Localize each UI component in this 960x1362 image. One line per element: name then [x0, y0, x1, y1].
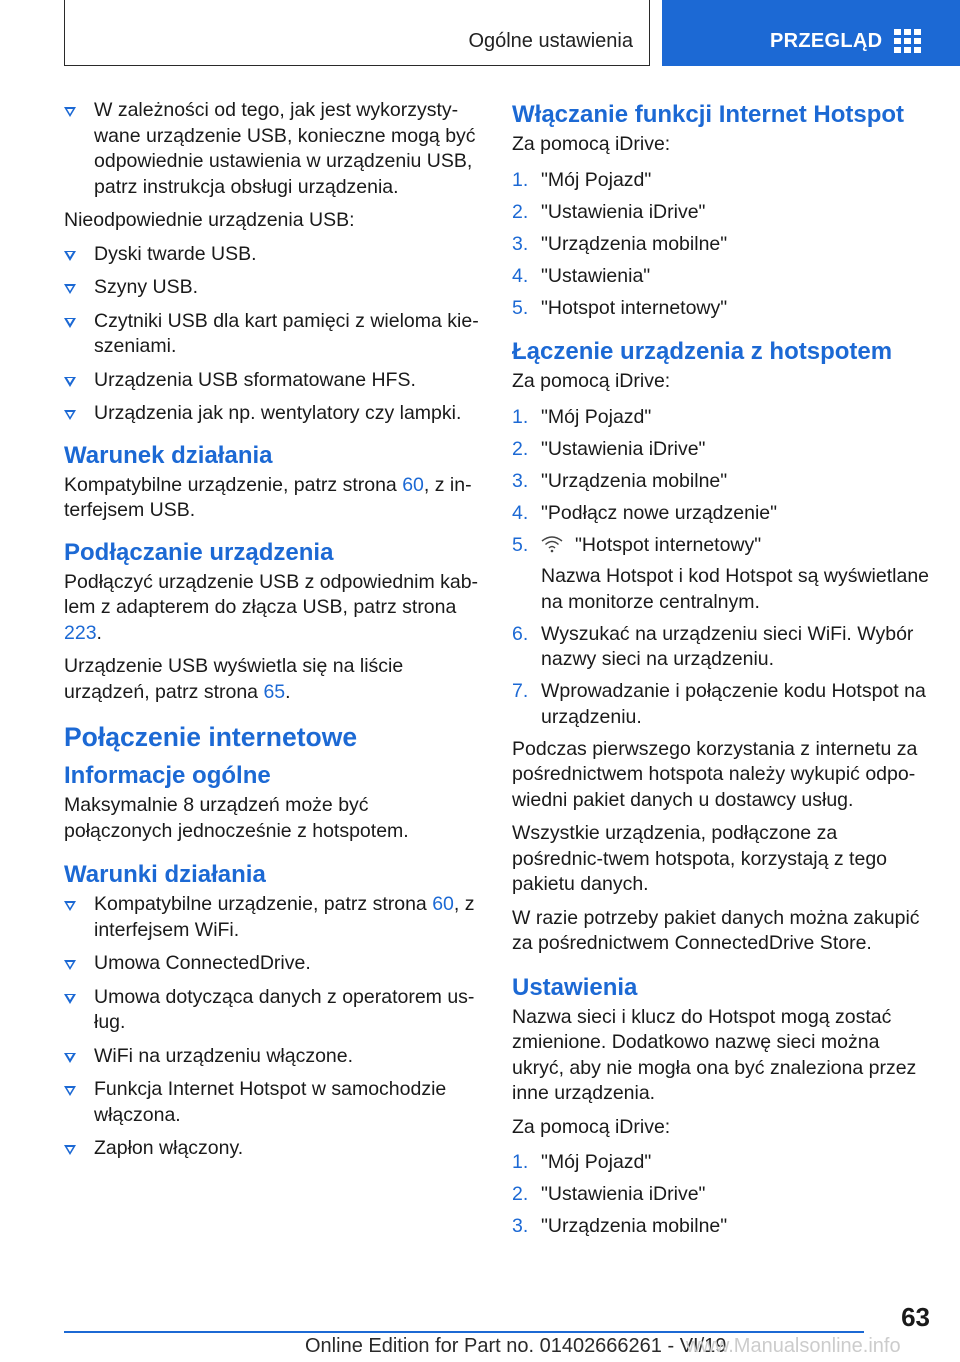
paragraph: Nazwa sieci i klucz do Hotspot mogą zostać zmienione. Dodatkowo nazwę sieci można ukryć, aby nie mogła ona być znaleziona przez inne urządzenia.: [512, 1005, 917, 1104]
list-item: 3. "Urządzenia mobilne": [512, 469, 728, 492]
page-link[interactable]: 60: [402, 473, 424, 496]
list-item: Urządzenia jak np. wentylatory czy lampki.: [64, 401, 480, 427]
footer-divider: [64, 1331, 864, 1333]
list-item: 2. "Ustawienia iDrive": [512, 437, 706, 460]
paragraph: Za pomocą iDrive:: [512, 1115, 671, 1138]
triangle-bullet-icon: [64, 1053, 76, 1063]
paragraph: Za pomocą iDrive:: [512, 370, 671, 392]
list-item: 6. Wyszukać na urządzeniu sieci WiFi. Wybór nazwy sieci na urządzeniu.: [512, 622, 914, 670]
page-link[interactable]: 60: [432, 893, 454, 915]
list-item: 1. "Mój Pojazd": [512, 168, 652, 191]
left-column: [64, 98, 480, 1170]
page-number: 63: [901, 1302, 930, 1332]
wifi-icon: [541, 535, 563, 553]
heading-general-info: Informacje ogólne: [64, 762, 271, 789]
page-link[interactable]: 223: [64, 621, 97, 644]
list-item: Zapłon włączony.: [64, 1136, 480, 1162]
list-item: WiFi na urządzeniu włączone.: [64, 1044, 480, 1070]
paragraph: W razie potrzeby pakiet danych można zakupić za pośrednictwem ConnectedDrive Store.: [512, 906, 920, 954]
watermark: www.Manualsonline.info: [686, 1335, 901, 1357]
list-item: Kompatybilne urządzenie, patrz strona 60, z interfejsem WiFi.: [64, 892, 480, 943]
paragraph: Kompatybilne urządzenie, patrz strona 60, z in-terfejsem USB.: [64, 473, 472, 521]
triangle-bullet-icon: [64, 284, 76, 294]
overview-button[interactable]: [662, 0, 960, 66]
list-item: 2. "Ustawienia iDrive": [512, 1183, 706, 1205]
section-title: Ogólne ustawienia: [468, 30, 633, 52]
paragraph: Podczas pierwszego korzystania z internetu za pośrednictwem hotspota należy wykupić odpo-wiedni pakiet danych u dostawcy usług.: [512, 737, 918, 811]
list-item: Urządzenia USB sformatowane HFS.: [64, 368, 480, 394]
list-item: 4. "Ustawienia": [512, 264, 651, 287]
list-item: Funkcja Internet Hotspot w samochodzie włączona.: [64, 1077, 480, 1128]
list-item: 3. "Urządzenia mobilne": [512, 1215, 728, 1237]
section-tab[interactable]: [64, 0, 650, 66]
list-item: W zależności od tego, jak jest wykorzysty-wane urządzenie USB, konieczne mogą być odpowiednie ustawienia w urządzeniu USB, patrz instrukcja obsługi urządzenia.: [64, 98, 480, 200]
right-column: [512, 100, 932, 1246]
paragraph: Wszystkie urządzenia, podłączone za pośrednic-twem hotspota, korzystają z tego pakietu danych.: [512, 822, 888, 895]
heading-conditions: Warunki działania: [64, 861, 266, 888]
paragraph: Podłączyć urządzenie USB z odpowiednim kab-lem z adapterem do złącza USB, patrz strona 223.: [64, 570, 479, 644]
paragraph: Za pomocą iDrive:: [512, 133, 671, 155]
heading-connecting-device: Podłączanie urządzenia: [64, 538, 334, 566]
triangle-bullet-icon: [64, 318, 76, 328]
triangle-bullet-icon: [64, 901, 76, 911]
page-link[interactable]: 65: [263, 680, 286, 703]
paragraph: Urządzenie USB wyświetla się na liście urządzeń, patrz strona 65.: [64, 655, 404, 703]
list-item: 1. "Mój Pojazd": [512, 405, 652, 428]
list-item: 4. "Podłącz nowe urządzenie": [512, 501, 778, 524]
triangle-bullet-icon: [64, 1145, 76, 1155]
list-item: Czytniki USB dla kart pamięci z wieloma kie-szeniami.: [64, 309, 480, 360]
list-item: 5. "Hotspot internetowy" Nazwa Hotspot i kod Hotspot są wyświetlane na monitorze centralnym.: [512, 533, 930, 613]
list-item: Umowa ConnectedDrive.: [64, 951, 480, 977]
overview-label: PRZEGLĄD: [770, 30, 883, 52]
list-item: Dyski twarde USB.: [64, 242, 480, 268]
list-item: 1. "Mój Pojazd": [512, 1151, 652, 1173]
paragraph: Maksymalnie 8 urządzeń może być połączonych jednocześnie z hotspotem.: [64, 794, 409, 842]
triangle-bullet-icon: [64, 377, 76, 387]
edition-info: Online Edition for Part no. 01402666261 - VI/19: [305, 1335, 727, 1357]
triangle-bullet-icon: [64, 107, 76, 117]
heading-requirement: Warunek działania: [64, 441, 273, 469]
list-item: Umowa dotycząca danych z operatorem us-ług.: [64, 985, 480, 1036]
heading-connect-to-hotspot: Łączenie urządzenia z hotspotem: [512, 338, 893, 365]
heading-settings: Ustawienia: [512, 973, 638, 1001]
list-item: 3. "Urządzenia mobilne": [512, 232, 728, 255]
triangle-bullet-icon: [64, 994, 76, 1004]
list-item: 5. "Hotspot internetowy": [512, 296, 728, 319]
heading-internet-connection: Połączenie internetowe: [64, 722, 358, 752]
heading-enable-hotspot: Włączanie funkcji Internet Hotspot: [512, 101, 905, 128]
list-item: 7. Wprowadzanie i połączenie kodu Hotspot na urządzeniu.: [512, 680, 926, 728]
triangle-bullet-icon: [64, 1086, 76, 1096]
triangle-bullet-icon: [64, 251, 76, 261]
page-header: [0, 0, 960, 66]
list-item: 2. "Ustawienia iDrive": [512, 200, 706, 223]
paragraph: Nieodpowiednie urządzenia USB:: [64, 209, 355, 231]
triangle-bullet-icon: [64, 410, 76, 420]
grid-menu-icon: [894, 29, 921, 53]
triangle-bullet-icon: [64, 960, 76, 970]
list-item: Szyny USB.: [64, 275, 480, 301]
